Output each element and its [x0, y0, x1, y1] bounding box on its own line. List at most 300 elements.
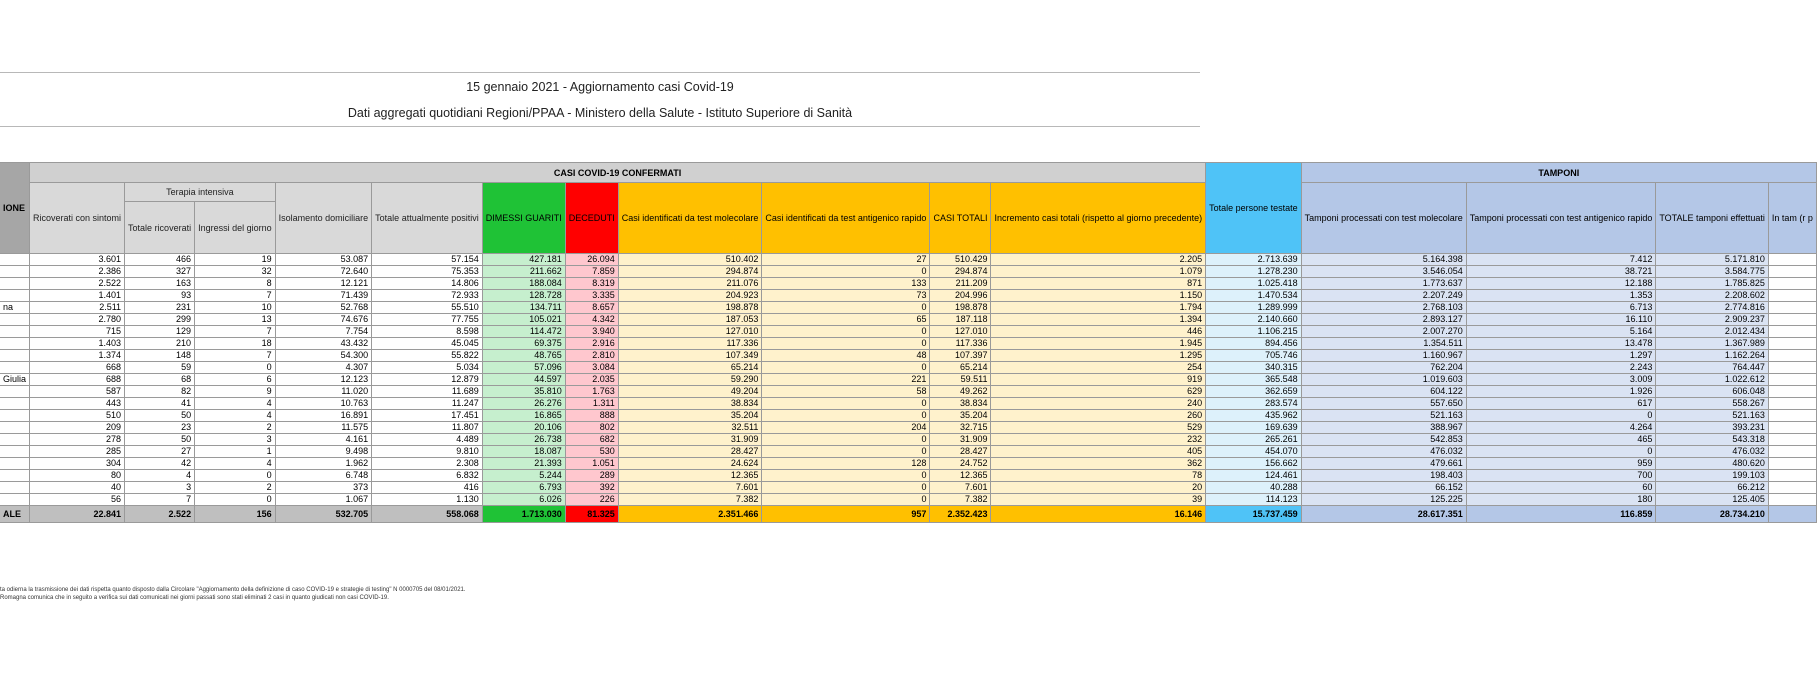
ricoverati-cell: 56	[30, 494, 125, 506]
positivi-cell: 11.689	[372, 386, 483, 398]
ricoverati-cell: 3.601	[30, 254, 125, 266]
header-top-rule	[0, 72, 1200, 73]
partial-cell	[1768, 374, 1816, 386]
ti-totale-header: Totale ricoverati	[125, 202, 195, 254]
ti-ingressi-cell: 4	[195, 410, 276, 422]
region-cell	[0, 326, 30, 338]
test-molecolare-cell: 35.204	[618, 410, 762, 422]
dimessi-cell: 26.738	[482, 434, 565, 446]
region-cell	[0, 446, 30, 458]
persone-testate-cell: 1.470.534	[1206, 290, 1302, 302]
tamponi-molecolare-cell: 2.007.270	[1301, 326, 1466, 338]
test-antigenico-cell: 0	[762, 410, 930, 422]
tamponi-antigenico-cell: 13.478	[1466, 338, 1656, 350]
persone-testate-cell: 454.070	[1206, 446, 1302, 458]
partial-cell	[1768, 362, 1816, 374]
ti-ingressi-cell: 2	[195, 482, 276, 494]
table-row	[0, 326, 1816, 338]
test-antigenico-cell: 65	[762, 314, 930, 326]
incremento-cell: 2.205	[991, 254, 1206, 266]
isolamento-cell: 1.962	[275, 458, 372, 470]
tamponi-molecolare-header: Tamponi processati con test molecolare	[1301, 183, 1466, 254]
positivi-cell: 77.755	[372, 314, 483, 326]
persone-testate-cell: 2.140.660	[1206, 314, 1302, 326]
tamponi-totale-cell: 3.584.775	[1656, 266, 1769, 278]
ricoverati-cell: 443	[30, 398, 125, 410]
isolamento-cell: 71.439	[275, 290, 372, 302]
tamponi-molecolare-cell: 479.661	[1301, 458, 1466, 470]
deceduti-cell: 8.319	[565, 278, 618, 290]
ti-ingressi-cell: 18	[195, 338, 276, 350]
dimessi-cell: 114.472	[482, 326, 565, 338]
casi-totali-cell: 107.397	[930, 350, 991, 362]
covid-data-table	[0, 162, 1817, 523]
table-row	[0, 434, 1816, 446]
tamponi-totale-cell: 1.367.989	[1656, 338, 1769, 350]
table-row	[0, 446, 1816, 458]
table-row	[0, 254, 1816, 266]
partial-cell	[1768, 458, 1816, 470]
tamponi-molecolare-cell: 388.967	[1301, 422, 1466, 434]
tamponi-totale-cell: 2.909.237	[1656, 314, 1769, 326]
tamponi-molecolare-cell: 1.354.511	[1301, 338, 1466, 350]
test-antigenico-cell: 0	[762, 494, 930, 506]
positivi-cell: 4.489	[372, 434, 483, 446]
test-molecolare-cell: 7.601	[618, 482, 762, 494]
test-molecolare-cell: 294.874	[618, 266, 762, 278]
region-cell	[0, 350, 30, 362]
total-incremento-cell: 16.146	[991, 506, 1206, 523]
tamponi-molecolare-cell: 476.032	[1301, 446, 1466, 458]
ricoverati-cell: 40	[30, 482, 125, 494]
casi-totali-cell: 204.996	[930, 290, 991, 302]
tamponi-totale-cell: 2.012.434	[1656, 326, 1769, 338]
tamponi-totale-cell: 2.774.816	[1656, 302, 1769, 314]
deceduti-cell: 2.916	[565, 338, 618, 350]
deceduti-cell: 1.763	[565, 386, 618, 398]
positivi-cell: 8.598	[372, 326, 483, 338]
tamponi-molecolare-cell: 762.204	[1301, 362, 1466, 374]
test-antigenico-cell: 221	[762, 374, 930, 386]
casi-totali-cell: 510.429	[930, 254, 991, 266]
table-row	[0, 386, 1816, 398]
isolamento-cell: 4.161	[275, 434, 372, 446]
tamponi-totale-cell: 764.447	[1656, 362, 1769, 374]
isolamento-cell: 9.498	[275, 446, 372, 458]
page-subtitle: Dati aggregati quotidiani Regioni/PPAA - Ministero della Salute - Istituto Superiore di Sanità	[347, 106, 853, 120]
table-row	[0, 422, 1816, 434]
isolamento-cell: 7.754	[275, 326, 372, 338]
table-body	[0, 254, 1816, 506]
test-antigenico-header: Casi identificati da test antigenico rapido	[762, 183, 930, 254]
ti-ingressi-cell: 7	[195, 326, 276, 338]
table-row	[0, 302, 1816, 314]
ti-totale-cell: 7	[125, 494, 195, 506]
persone-testate-cell: 1.025.418	[1206, 278, 1302, 290]
persone-testate-cell: 894.456	[1206, 338, 1302, 350]
isolamento-cell: 74.676	[275, 314, 372, 326]
incremento-cell: 39	[991, 494, 1206, 506]
page-title: 15 gennaio 2021 - Aggiornamento casi Covid-19	[466, 80, 734, 94]
tamponi-molecolare-cell: 5.164.398	[1301, 254, 1466, 266]
tamponi-antigenico-cell: 0	[1466, 410, 1656, 422]
tamponi-molecolare-cell: 198.403	[1301, 470, 1466, 482]
header-bottom-rule	[0, 126, 1200, 127]
partial-cell	[1768, 410, 1816, 422]
tamponi-molecolare-cell: 3.546.054	[1301, 266, 1466, 278]
incremento-cell: 260	[991, 410, 1206, 422]
ricoverati-cell: 2.780	[30, 314, 125, 326]
deceduti-cell: 802	[565, 422, 618, 434]
positivi-cell: 17.451	[372, 410, 483, 422]
tamponi-antigenico-cell: 0	[1466, 446, 1656, 458]
ricoverati-cell: 510	[30, 410, 125, 422]
region-cell	[0, 434, 30, 446]
ricoverati-cell: 209	[30, 422, 125, 434]
table-row	[0, 290, 1816, 302]
test-antigenico-cell: 204	[762, 422, 930, 434]
ti-ingressi-header: Ingressi del giorno	[195, 202, 276, 254]
table-row	[0, 338, 1816, 350]
tamponi-molecolare-cell: 1.773.637	[1301, 278, 1466, 290]
ricoverati-cell: 1.403	[30, 338, 125, 350]
incremento-cell: 446	[991, 326, 1206, 338]
isolamento-cell: 10.763	[275, 398, 372, 410]
total-ti-ingressi-cell: 156	[195, 506, 276, 523]
tamponi-antigenico-cell: 1.926	[1466, 386, 1656, 398]
tamponi-antigenico-cell: 4.264	[1466, 422, 1656, 434]
test-molecolare-cell: 510.402	[618, 254, 762, 266]
tamponi-totale-cell: 2.208.602	[1656, 290, 1769, 302]
test-antigenico-cell: 48	[762, 350, 930, 362]
total-tamponi-totale-cell: 28.734.210	[1656, 506, 1769, 523]
deceduti-cell: 682	[565, 434, 618, 446]
ti-ingressi-cell: 32	[195, 266, 276, 278]
tamponi-totale-cell: 5.171.810	[1656, 254, 1769, 266]
dimessi-cell: 35.810	[482, 386, 565, 398]
total-persone-testate-cell: 15.737.459	[1206, 506, 1302, 523]
tamponi-antigenico-cell: 3.009	[1466, 374, 1656, 386]
partial-cell	[1768, 278, 1816, 290]
positivi-cell: 12.879	[372, 374, 483, 386]
test-molecolare-cell: 31.909	[618, 434, 762, 446]
region-cell	[0, 410, 30, 422]
test-antigenico-cell: 0	[762, 326, 930, 338]
persone-testate-cell: 2.713.639	[1206, 254, 1302, 266]
ti-totale-cell: 4	[125, 470, 195, 482]
casi-totali-cell: 24.752	[930, 458, 991, 470]
tamponi-molecolare-cell: 66.152	[1301, 482, 1466, 494]
positivi-cell: 55.822	[372, 350, 483, 362]
ti-ingressi-cell: 6	[195, 374, 276, 386]
casi-totali-cell: 32.715	[930, 422, 991, 434]
ti-totale-cell: 299	[125, 314, 195, 326]
ricoverati-cell: 1.401	[30, 290, 125, 302]
region-cell: na	[0, 302, 30, 314]
dimessi-cell: 16.865	[482, 410, 565, 422]
isolamento-cell: 52.768	[275, 302, 372, 314]
dimessi-cell: 128.728	[482, 290, 565, 302]
isolamento-cell: 6.748	[275, 470, 372, 482]
tamponi-header: TAMPONI	[1301, 163, 1816, 183]
region-cell: Giulia	[0, 374, 30, 386]
partial-cell	[1768, 470, 1816, 482]
tamponi-molecolare-cell: 1.160.967	[1301, 350, 1466, 362]
table-row	[0, 278, 1816, 290]
test-antigenico-cell: 0	[762, 398, 930, 410]
test-molecolare-cell: 204.923	[618, 290, 762, 302]
incremento-cell: 254	[991, 362, 1206, 374]
tamponi-totale-cell: 606.048	[1656, 386, 1769, 398]
isolamento-cell: 72.640	[275, 266, 372, 278]
tamponi-molecolare-cell: 1.019.603	[1301, 374, 1466, 386]
dimessi-cell: 44.597	[482, 374, 565, 386]
ti-totale-cell: 82	[125, 386, 195, 398]
ti-ingressi-cell: 2	[195, 422, 276, 434]
partial-column-header: In tam (r p	[1768, 183, 1816, 254]
partial-cell	[1768, 326, 1816, 338]
table-row	[0, 374, 1816, 386]
incremento-cell: 20	[991, 482, 1206, 494]
tamponi-molecolare-cell: 2.768.103	[1301, 302, 1466, 314]
footnote-2: Romagna comunica che in seguito a verifica sui dati comunicati nei giorni passati sono stati eliminati 2 casi in quanto giudicati non casi COVID-19.	[0, 595, 389, 601]
casi-totali-cell: 49.262	[930, 386, 991, 398]
region-cell	[0, 362, 30, 374]
ti-totale-cell: 163	[125, 278, 195, 290]
ti-ingressi-cell: 3	[195, 434, 276, 446]
tamponi-antigenico-cell: 16.110	[1466, 314, 1656, 326]
isolamento-cell: 43.432	[275, 338, 372, 350]
test-molecolare-cell: 12.365	[618, 470, 762, 482]
dimessi-cell: 6.793	[482, 482, 565, 494]
persone-testate-header: Totale persone testate	[1206, 163, 1302, 254]
test-molecolare-cell: 65.214	[618, 362, 762, 374]
ricoverati-cell: 2.386	[30, 266, 125, 278]
table-row	[0, 398, 1816, 410]
tamponi-totale-cell: 393.231	[1656, 422, 1769, 434]
ti-totale-cell: 59	[125, 362, 195, 374]
tamponi-totale-cell: 1.162.264	[1656, 350, 1769, 362]
dimessi-cell: 211.662	[482, 266, 565, 278]
regione-header: IONE	[0, 163, 30, 254]
ti-totale-cell: 129	[125, 326, 195, 338]
table-row	[0, 314, 1816, 326]
partial-cell	[1768, 266, 1816, 278]
footnote-1: ta odierna la trasmissione dei dati rispetta quanto disposto dalla Circolare "Aggiornamento della definizione di caso COVID-19 e strategie di testing" N 0000705 del 08/01/2021.	[0, 587, 466, 593]
ti-totale-cell: 42	[125, 458, 195, 470]
deceduti-cell: 392	[565, 482, 618, 494]
region-cell	[0, 386, 30, 398]
ti-totale-cell: 41	[125, 398, 195, 410]
total-ti-totale-cell: 2.522	[125, 506, 195, 523]
partial-cell	[1768, 422, 1816, 434]
partial-cell	[1768, 254, 1816, 266]
total-label: ALE	[0, 506, 30, 523]
dimessi-cell: 57.096	[482, 362, 565, 374]
tamponi-molecolare-cell: 521.163	[1301, 410, 1466, 422]
region-cell	[0, 338, 30, 350]
partial-cell	[1768, 482, 1816, 494]
region-cell	[0, 254, 30, 266]
deceduti-header: DECEDUTI	[565, 183, 618, 254]
ti-totale-cell: 231	[125, 302, 195, 314]
ti-ingressi-cell: 7	[195, 350, 276, 362]
ti-ingressi-cell: 1	[195, 446, 276, 458]
tamponi-molecolare-cell: 604.122	[1301, 386, 1466, 398]
tamponi-antigenico-cell: 180	[1466, 494, 1656, 506]
table-row	[0, 362, 1816, 374]
tamponi-totale-cell: 1.022.612	[1656, 374, 1769, 386]
dimessi-cell: 18.087	[482, 446, 565, 458]
ricoverati-cell: 285	[30, 446, 125, 458]
tamponi-antigenico-cell: 617	[1466, 398, 1656, 410]
persone-testate-cell: 265.261	[1206, 434, 1302, 446]
positivi-cell: 11.247	[372, 398, 483, 410]
tamponi-totale-header: TOTALE tamponi effettuati	[1656, 183, 1769, 254]
ricoverati-header: Ricoverati con sintomi	[30, 183, 125, 254]
persone-testate-cell: 1.278.230	[1206, 266, 1302, 278]
casi-totali-cell: 117.336	[930, 338, 991, 350]
ti-totale-cell: 148	[125, 350, 195, 362]
incremento-cell: 919	[991, 374, 1206, 386]
positivi-cell: 57.154	[372, 254, 483, 266]
region-cell	[0, 314, 30, 326]
total-casi-totali-cell: 2.352.423	[930, 506, 991, 523]
ti-ingressi-cell: 9	[195, 386, 276, 398]
deceduti-cell: 530	[565, 446, 618, 458]
incremento-cell: 1.079	[991, 266, 1206, 278]
test-antigenico-cell: 133	[762, 278, 930, 290]
test-antigenico-cell: 0	[762, 338, 930, 350]
tamponi-molecolare-cell: 557.650	[1301, 398, 1466, 410]
dimessi-cell: 5.244	[482, 470, 565, 482]
positivi-cell: 55.510	[372, 302, 483, 314]
ti-totale-cell: 50	[125, 434, 195, 446]
isolamento-cell: 16.891	[275, 410, 372, 422]
ti-totale-cell: 210	[125, 338, 195, 350]
test-antigenico-cell: 0	[762, 446, 930, 458]
incremento-cell: 240	[991, 398, 1206, 410]
partial-cell	[1768, 350, 1816, 362]
test-molecolare-cell: 187.053	[618, 314, 762, 326]
deceduti-cell: 7.859	[565, 266, 618, 278]
ricoverati-cell: 587	[30, 386, 125, 398]
dimessi-cell: 48.765	[482, 350, 565, 362]
persone-testate-cell: 156.662	[1206, 458, 1302, 470]
table-row	[0, 350, 1816, 362]
dimessi-cell: 6.026	[482, 494, 565, 506]
tamponi-totale-cell: 199.103	[1656, 470, 1769, 482]
ti-totale-cell: 27	[125, 446, 195, 458]
test-molecolare-cell: 59.290	[618, 374, 762, 386]
ricoverati-cell: 688	[30, 374, 125, 386]
region-cell	[0, 422, 30, 434]
table-row	[0, 482, 1816, 494]
tamponi-antigenico-cell: 700	[1466, 470, 1656, 482]
tamponi-antigenico-cell: 465	[1466, 434, 1656, 446]
tamponi-antigenico-cell: 2.243	[1466, 362, 1656, 374]
positivi-header: Totale attualmente positivi	[372, 183, 483, 254]
isolamento-cell: 1.067	[275, 494, 372, 506]
test-molecolare-cell: 49.204	[618, 386, 762, 398]
ricoverati-cell: 715	[30, 326, 125, 338]
test-antigenico-cell: 0	[762, 266, 930, 278]
persone-testate-cell: 362.659	[1206, 386, 1302, 398]
tamponi-antigenico-cell: 12.188	[1466, 278, 1656, 290]
incremento-cell: 1.945	[991, 338, 1206, 350]
total-test-molecolare-cell: 2.351.466	[618, 506, 762, 523]
total-positivi-cell: 558.068	[372, 506, 483, 523]
ti-totale-cell: 23	[125, 422, 195, 434]
incremento-cell: 1.295	[991, 350, 1206, 362]
total-row	[0, 506, 1816, 523]
positivi-cell: 75.353	[372, 266, 483, 278]
tamponi-antigenico-cell: 38.721	[1466, 266, 1656, 278]
incremento-cell: 362	[991, 458, 1206, 470]
casi-totali-cell: 59.511	[930, 374, 991, 386]
test-molecolare-header: Casi identificati da test molecolare	[618, 183, 762, 254]
positivi-cell: 72.933	[372, 290, 483, 302]
test-antigenico-cell: 27	[762, 254, 930, 266]
region-cell	[0, 398, 30, 410]
isolamento-cell: 12.121	[275, 278, 372, 290]
deceduti-cell: 3.335	[565, 290, 618, 302]
ti-ingressi-cell: 13	[195, 314, 276, 326]
persone-testate-cell: 340.315	[1206, 362, 1302, 374]
deceduti-cell: 2.035	[565, 374, 618, 386]
test-molecolare-cell: 211.076	[618, 278, 762, 290]
terapia-intensiva-header: Terapia intensiva	[125, 183, 276, 202]
tamponi-totale-cell: 480.620	[1656, 458, 1769, 470]
ti-totale-cell: 68	[125, 374, 195, 386]
ricoverati-cell: 1.374	[30, 350, 125, 362]
casi-totali-cell: 65.214	[930, 362, 991, 374]
dimessi-cell: 21.393	[482, 458, 565, 470]
casi-confermati-header: CASI COVID-19 CONFERMATI	[30, 163, 1206, 183]
positivi-cell: 2.308	[372, 458, 483, 470]
casi-totali-header: CASI TOTALI	[930, 183, 991, 254]
isolamento-cell: 54.300	[275, 350, 372, 362]
deceduti-cell: 3.940	[565, 326, 618, 338]
persone-testate-cell: 705.746	[1206, 350, 1302, 362]
total-tamponi-antigenico-cell: 116.859	[1466, 506, 1656, 523]
tamponi-molecolare-cell: 2.893.127	[1301, 314, 1466, 326]
tamponi-antigenico-cell: 5.164	[1466, 326, 1656, 338]
deceduti-cell: 2.810	[565, 350, 618, 362]
tamponi-molecolare-cell: 2.207.249	[1301, 290, 1466, 302]
incremento-cell: 529	[991, 422, 1206, 434]
casi-totali-cell: 127.010	[930, 326, 991, 338]
incremento-cell: 1.394	[991, 314, 1206, 326]
ricoverati-cell: 304	[30, 458, 125, 470]
tamponi-totale-cell: 66.212	[1656, 482, 1769, 494]
ricoverati-cell: 80	[30, 470, 125, 482]
casi-totali-cell: 7.601	[930, 482, 991, 494]
deceduti-cell: 888	[565, 410, 618, 422]
casi-totali-cell: 294.874	[930, 266, 991, 278]
incremento-cell: 232	[991, 434, 1206, 446]
casi-totali-cell: 38.834	[930, 398, 991, 410]
region-cell	[0, 458, 30, 470]
deceduti-cell: 289	[565, 470, 618, 482]
ricoverati-cell: 2.511	[30, 302, 125, 314]
ti-totale-cell: 327	[125, 266, 195, 278]
ti-ingressi-cell: 4	[195, 458, 276, 470]
test-antigenico-cell: 0	[762, 470, 930, 482]
positivi-cell: 416	[372, 482, 483, 494]
ricoverati-cell: 2.522	[30, 278, 125, 290]
positivi-cell: 14.806	[372, 278, 483, 290]
